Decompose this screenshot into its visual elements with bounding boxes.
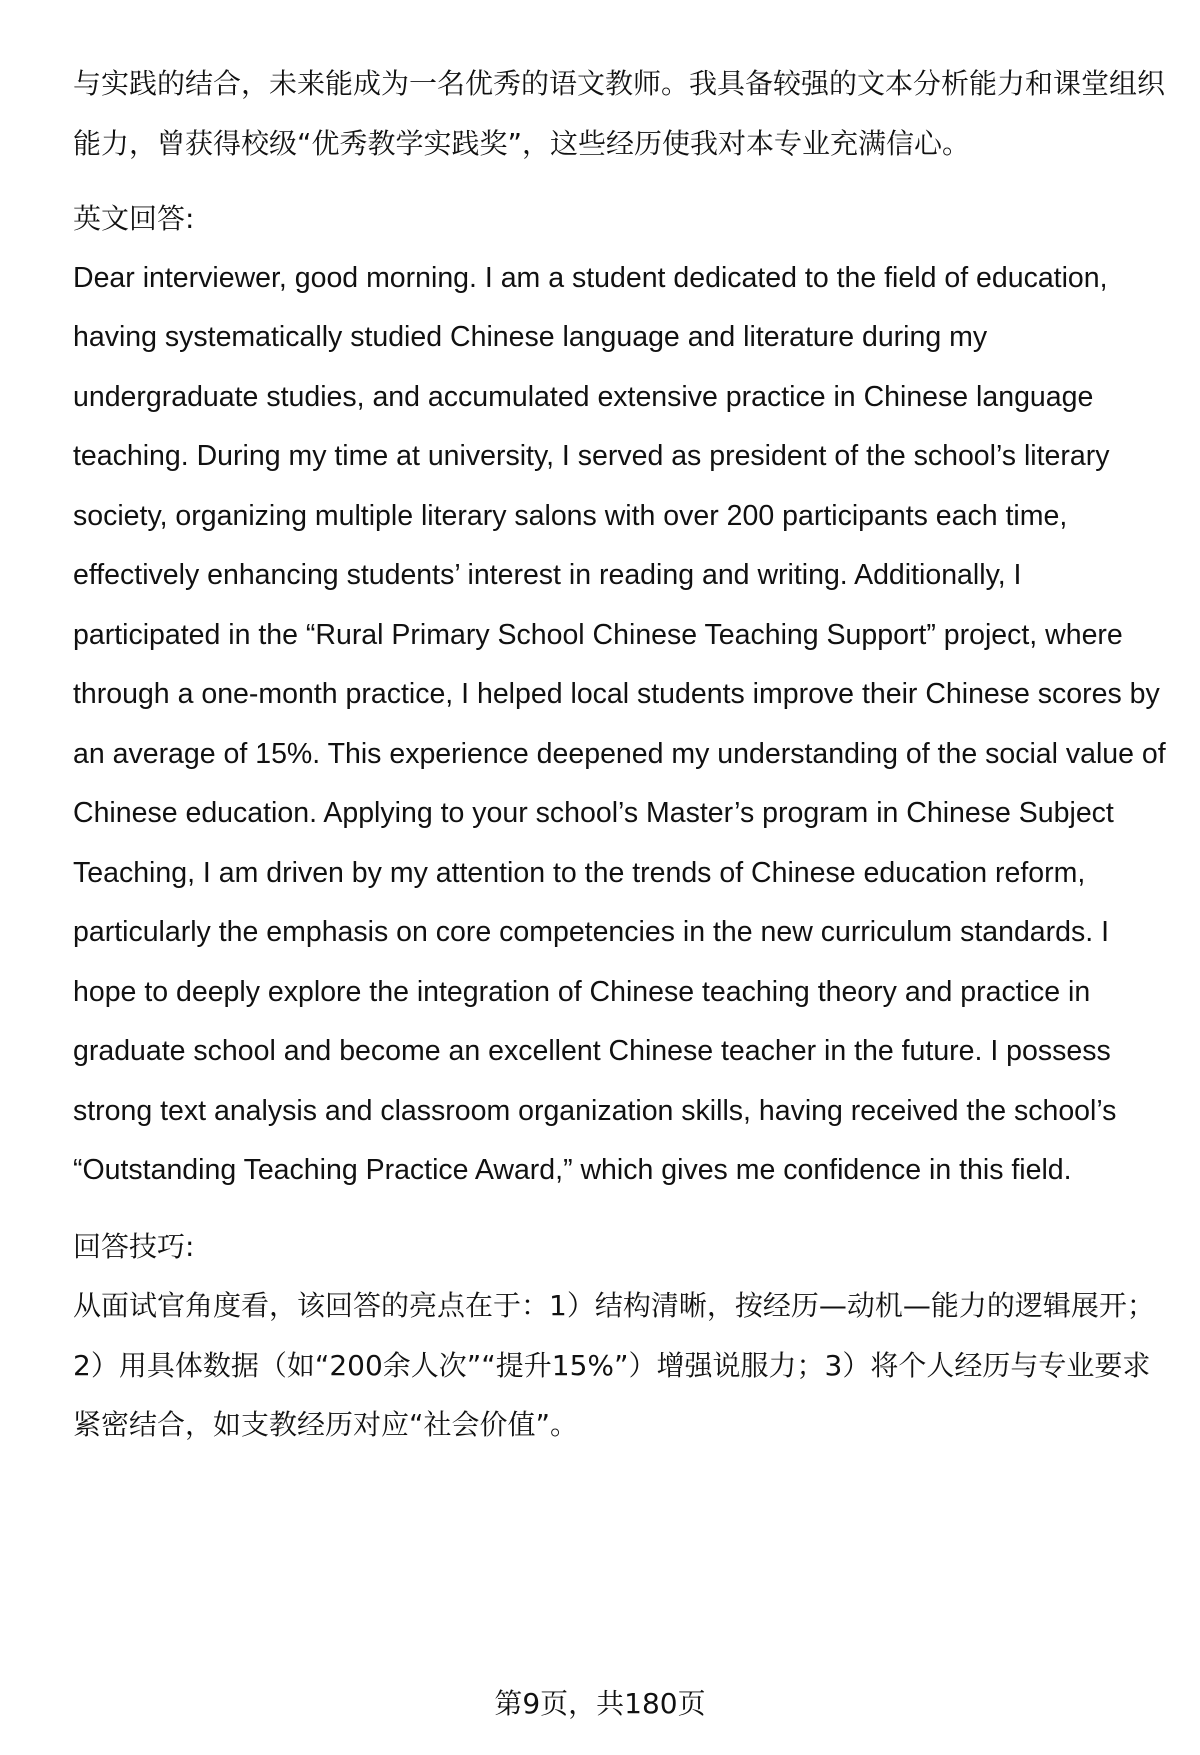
tips-text: 从面试官角度看，该回答的亮点在于：1）结构清晰，按经历—动机—能力的逻辑展开；2）用具体数据（如“200余人次”“提升15%”）增强说服力；3）将个人经历与专业要求紧密结合，如支教经历对应“社会价值”。 — [73, 1289, 1155, 1441]
tips-label: 回答技巧: — [73, 1229, 195, 1263]
page-indicator: 第9页，共180页 — [494, 1687, 706, 1720]
english-answer-label: 英文回答: — [73, 202, 195, 235]
intro-paragraph: 与实践的结合，未来能成为一名优秀的语文教师。我具备较强的文本分析能力和课堂组织能力，曾获得校级“优秀教学实践奖”，这些经历使我对本专业充满信心。 — [73, 67, 1166, 160]
page-content — [73, 54, 1173, 1455]
english-answer-text: Dear interviewer, good morning. I am a student dedicated to the field of education, having systematically studied Chinese language and literature during my undergraduate studies, and accumulated extensive practice in Chinese language teaching. During my time at university, I served as president of the school’s literary society, organizing multiple literary salons with over 200 participants each time, effectively enhancing students’ interest in reading and writing. Additionally, I participated in the “Rural Primary School Chinese Teaching Support” project, where through a one-month practice, I helped local students improve their Chinese scores by an average of 15%. This experience deepened my understanding of the social value of Chinese education. Applying to your school’s Master’s program in Chinese Subject Teaching, I am driven by my attention to the trends of Chinese education reform, particularly the emphasis on core competencies in the new curriculum standards. I hope to deeply explore the integration of Chinese teaching theory and practice in graduate school and become an excellent Chinese teacher in the future. I possess strong text analysis and classroom organization skills, having received the school’s “Outstanding Teaching Practice Award,” which gives me confidence in this field. — [73, 261, 1174, 1186]
